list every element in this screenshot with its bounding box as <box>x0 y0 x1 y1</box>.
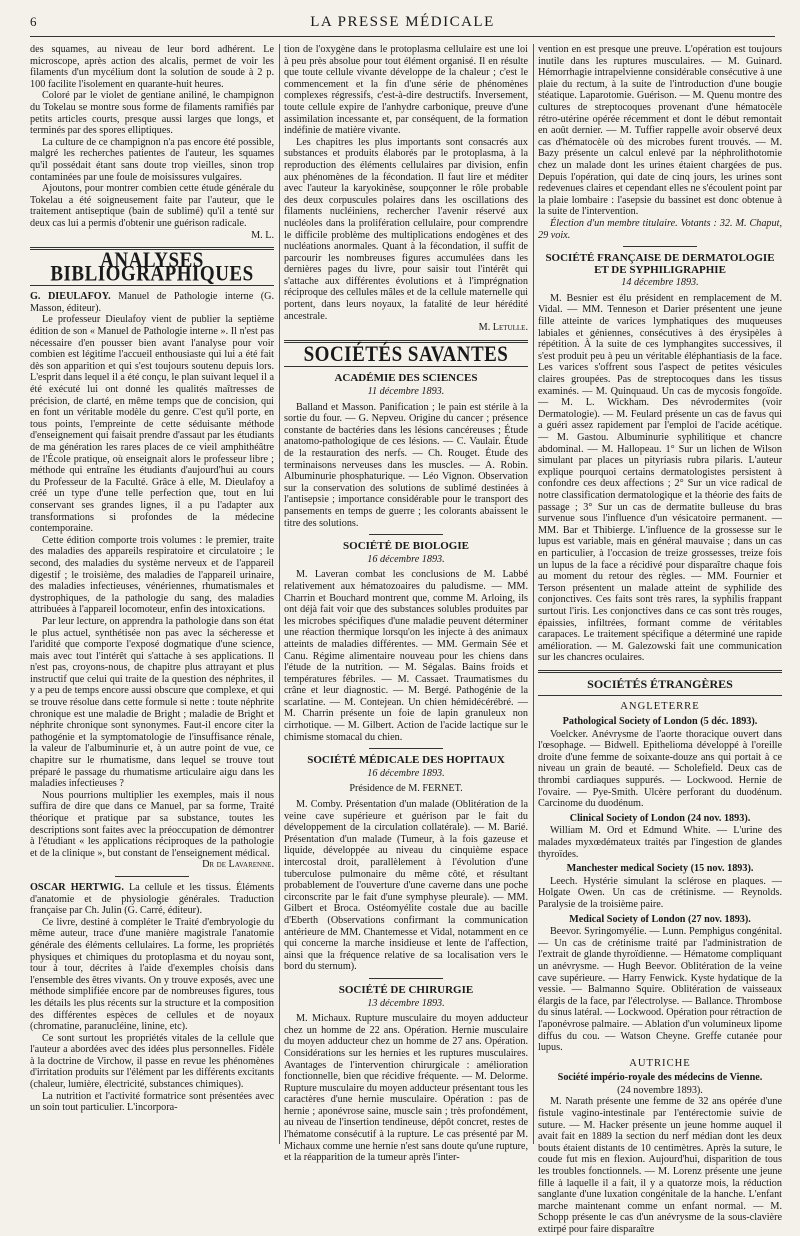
review-heading <box>30 291 274 314</box>
divider <box>369 978 442 979</box>
society-date: 16 décembre 1893. <box>367 553 445 565</box>
review-title: La cellule et les tissus. Éléments d'anatomie et de physiologie générales. Traduction française par Ch. Julin (G. Carré, éditeur). <box>30 881 274 917</box>
paragraph: Élection d'un membre titulaire. Votants : 32. M. Chaput, 29 voix. <box>538 217 782 241</box>
paragraph: La culture de ce champignon n'a pas encore été possible, malgré les recherches patientes de l'auteur, les squames qu'il possédait étant sans doute trop vieilles, sinon trop contaminées par une foule de moisissures vulgaires. <box>30 136 274 183</box>
section-rule <box>284 366 528 367</box>
society-date: 13 décembre 1893. <box>367 997 445 1009</box>
signature: M. L. <box>251 229 274 241</box>
paragraph: Ce sont surtout les propriétés vitales de la cellule que l'auteur a abordées avec des idées plus personnelles. Fidèle à la doctrine de Virchow, il passe en revue les phénomènes d'irritation produits sur l'élément par les différents excitants (chaleur, lumière, électricité, substances chimiques). <box>30 1032 274 1091</box>
paragraph: M. Laveran combat les conclusions de M. Labbé relativement aux hématozoaires du paludisme. — MM. Charrin et Bouchard montrent que, comme M. Arloing, ils ont déjà fait voir que des substances solubles produites par les microbes spécifiques d'une maladie peuvent déterminer une réaction thermique lorsqu'on les injecte à des animaux atteints de maladies différentes. — MM. Germain Sée et Canu. Régime alimentaire nouveau pour les chiens dans l'étude de la nutrition. — M. Ségalas. Bains froids et températures fébriles. — M. Cassaet. Traumatismes du crâne et leur diagnostic. — M. Bergé. Pathogénie de la scarlatine. — M. Contejean. Un chien hémidécérébré. — M. Charrin présente un foie de lapin granuleux non cirrhotique. — M. Gilbert. Action de l'acide lactique sur le chimisme stomacal du chien. <box>284 569 528 743</box>
paragraph: M. Comby. Présentation d'un malade (Oblitération de la veine cave supérieure et guérison par le fait du développement de la circulation collatérale). — M. Barié. Présentation d'un malade (Tumeur, à la fois gazeuse et liquide, développée au niveau du cinquième espace intercostal droit, parallèlement à l'évolution d'une tuberculose pulmonaire du même côté, et résultant probablement de l'ouverture d'une caverne dans une poche circonscrite par le fait d'une symphyse pleurale). — MM. Gilbert et Broca. Ostéomyélite costale due au bacille d'Eberth (Observations confirmant la communication antérieure de MM. Chantemesse et Vidal, notamment en ce qui concerne la marche insidieuse et lente de l'affection, ainsi que la fréquence relative de sa localisation vers le bord du sternum). <box>284 799 528 973</box>
divider <box>369 748 442 749</box>
section-rule <box>538 695 782 696</box>
paragraph: M. Besnier est élu président en remplacement de M. Vidal. — MM. Tenneson et Darier présentent une jeune fille atteinte de varices lymphatiques des muqueuses labiales et géniennes, consécutives à des érysipèles à répétition. À la suite de ces lymphangites successives, il s'est produit peu à peu un véritable éléphantiasis de la face. Les varices s'offrent sous l'aspect de petites vésicules claires groupées. Pas de streptocoques dans les tissus examinés. — M. Quinquaud. Un cas de mycosis fongoïde. — M. L. Wickham. Des névrodermites (voir Dermatologie). — M. Feulard présente un cas de favus qui a guéri assez rapidement par l'emploi de l'acide acétique. — M. Gastou. Albuminurie syphilitique et chancre abdominal. — M. Hallopeau. 1° Sur un lichen de Wilson simulant par places un pityriasis rubra pilaris. L'auteur explique pourquoi certains dermatologistes persistent à confondre ces deux affections ; 2° Sur un vice radical de notre classification dermatologique et la théorie des faits de passage ; 3° Sur un cas de dermatite bulleuse du bras survenue sous l'influence d'un vésicatoire permanent. — MM. Bar et Thibierge. L'influence de la grossesse sur le lupus est variable, mais en général mauvaise ; dans un cas en particulier, à l'occasion de treize grossesses, treize fois un lupus de la face a récidivé pour disparaître chaque fois au moment du retour des règles. — MM. Fournier et Terson présentent un malade atteint de syphilide des conjonctives. Ces faits sont très rares, la syphilis frappant surtout l'iris. Les conjonctives dans ce cas sont très rouges, épaissies, infiltrées, formant comme de véritables carapaces. Le traitement spécifique a déterminé une rapide amélioration. — M. Galezowski fait une communication sur les chancres oculaires. <box>538 292 782 664</box>
paragraph: Ce livre, destiné à compléter le Traité d'embryologie du même auteur, trace d'une manière magistrale l'anatomie générale des éléments cellulaires. La forme, les propriétés physiques et chimiques du protoplasma et du noyau sont, tour à tour, décrites à l'aide d'exemples choisis dans l'ensemble des êtres vivants. On y trouve exposés, avec une méthode simplifiée encore par de nombreuses figures, tous les détails les plus récents sur la structure et la composition des différentes espèces de cellules et de noyaux (chromatine, paranucléine, linine, etc). <box>30 916 274 1033</box>
review-author: G. DIEULAFOY. <box>30 291 111 303</box>
presidency: Présidence de M. FERNET. <box>349 783 463 795</box>
review-title: Manuel de Pathologie interne (G. Masson, éditeur). <box>30 291 274 314</box>
paragraph: des squames, au niveau de leur bord adhérent. Le microscope, après action des alcalis, permet de voir les filaments d'un mycélium dont la solution de soude à 2 p. 100 facilite l'isolement en quarante-huit heures. <box>30 44 274 90</box>
paragraph: Par leur lecture, on apprendra la pathologie dans son état le plus actuel, synthétisée non pas avec la sécheresse et l'aridité que comporte l'exposé dogmatique d'une science, mais avec tout l'intérêt qui s'attache à ses applications. Il n'est pas, croyons-nous, de chapitre plus attrayant et plus instructif que celui qui traite de la question des néphrites, il y a peu de temps encore aussi obscure que complexe, et qui se trouve résolue dans cette formule si nette : toute néphrite chronique est une maladie de Bright ; maladie de Bright et néphrite chronique sont synonymes. Faut-il encore citer la pathogénie et la symptomatologie de l'insuffisance rénale, la valeur de l'albuminurie et, à un autre point de vue, ce chapitre sur le rhumatisme, dans lequel se trouve tout préparé le passage du rhumatisme articulaire aigu dans les maladies infectieuses ? <box>30 615 274 790</box>
country-heading: ANGLETERRE <box>620 701 700 713</box>
column-1 <box>30 44 274 1144</box>
column-rule-1 <box>279 44 280 1144</box>
society-title: Société império-royale des médecins de Vienne. <box>557 1072 763 1084</box>
society-title: Pathological Society of London (5 déc. 1893). <box>562 716 758 728</box>
signature: Dr de Lavarenne. <box>202 859 274 871</box>
paragraph: tion de l'oxygène dans le protoplasma cellulaire est une loi à peu près absolue pour tout élément organisé. Il en résulte que toute cellule vivante développe de la chaleur ; c'est le commencement et la fin d'une série de phénomènes complexes régressifs, c'est-à-dire destructifs. Inversement, toute cellule expire de l'anhydre carbonique, preuve d'une assimilation incessante et, par conséquent, de la formation indéfinie de matière vivante. <box>284 44 528 137</box>
paragraph: Balland et Masson. Panification ; le pain est stérile à la sortie du four. — G. Nepveu. Origine du cancer ; présence constante de bactéries dans les lésions cancéreuses ; Étude anatomo-pathologique de ces lésions. — C. Vaulair. Étude de la restauration des nerfs. — Ch. Rouget. Étude des terminaisons nerveuses dans les muscles. — A. Robin. Albuminurie phosphaturique. — Léo Vignon. Observation sur la conservation des solutions de sublimé destinées à l'antisepsie ; importance considérable pour le transport des pansements en temps de guerre ; les colorants abaissent le titre des solutions. <box>284 401 528 529</box>
section-rule <box>538 670 782 673</box>
section-heading: SOCIÉTÉS SAVANTES <box>303 342 509 367</box>
paragraph: William M. Ord et Edmund White. — L'urine des malades myxœdémateux traités par l'ingestion de glandes thyroïdes. <box>538 825 782 860</box>
running-header <box>30 14 775 32</box>
country-heading: AUTRICHE <box>629 1057 691 1069</box>
divider <box>369 534 442 535</box>
paragraph: M. Narath présente une femme de 32 ans opérée d'une fistule vagino-intestinale par l'entérectomie suivie de suture. — M. Hacker présente un jeune homme auquel il avait fait en 1889 la section du nerf médian dont les deux bouts étaient distants de 10 centimètres. Après la suture, le coude fut mis en flexion. Aujourd'hui, disparition de tous les troubles fonctionnels. — M. Lorenz présente une jeune fille à laquelle il a fait, il y a quatorze mois, la réduction sanglante d'une luxation congénitale de la hanche. L'enfant marche maintenant comme un enfant normal. — M. Schopp présente le cas d'un anévrysme de la sous-clavière extirpé pour faire disparaître <box>538 1096 782 1235</box>
paragraph: Voelcker. Anévrysme de l'aorte thoracique ouvert dans l'œsophage. — Bidwell. Epithelioma développé à l'oreille droite d'une femme de soixante-douze ans qui portait à ce niveau un grain de beauté. — Scholefield. Deux cas de thrombi cardiaques suppurés. — Lockwood. Hernie de l'ovaire. — Pye-Smith. Ulcère perforant du duodénum. Carcinome du duodénum. <box>538 728 782 810</box>
column-3 <box>538 44 782 1235</box>
society-title: Clinical Society of London (24 nov. 1893). <box>569 812 751 824</box>
page-number: 6 <box>30 14 37 29</box>
paragraph: Coloré par le violet de gentiane aniliné, le champignon du Tokelau se montre sous forme de filaments ramifiés par petits articles courts, presque aussi larges que longs, et terminés par des spores elliptiques. <box>30 90 274 137</box>
society-title: SOCIÉTÉ DE BIOLOGIE <box>343 540 469 553</box>
society-date: 11 décembre 1893. <box>367 386 445 398</box>
society-title: Manchester medical Society (15 nov. 1893). <box>566 863 754 875</box>
paragraph: Cette édition comporte trois volumes : le premier, traite des maladies des appareils respiratoire et circulatoire ; le second, des maladies du système nerveux et de l'appareil digestif ; le troisième, des maladies de l'appareil urinaire, des maladies infectieuses, vénériennes, rhumatismales et dystrophiques, de la pathologie du sang, des maladies attribuées à l'appareil locomoteur, enfin des intoxications. <box>30 534 274 616</box>
review-heading <box>30 882 274 917</box>
section-heading: ANALYSES BIBLIOGRAPHIQUES <box>50 248 254 287</box>
header-rule <box>30 36 775 37</box>
paragraph: Ajoutons, pour montrer combien cette étude générale du Tokelau a été soigneusement faite par l'auteur, que le traitement antiseptique (bain de sublimé) qu'il a tenté sur deux cas lui a permis d'obtenir une guérison radicale. <box>30 183 274 229</box>
paragraph: Le professeur Dieulafoy vient de publier la septième édition de son « Manuel de Pathologie interne ». Il n'est pas nécessaire d'en pousser bien avant l'analyse pour voir combien est légitime l'accueil enthousiaste qui lui a été fait dès son apparition et qui s'est toujours soutenu depuis lors. L'esprit dans lequel il a été conçu, le plan suivant lequel il a été exécuté lui ont donné les qualités maîtresses de précision, de clarté, en même temps que de concision, qui en font un véritable modèle du genre. C'est qu'il porte, en tous points, l'empreinte de cette séduisante méthode d'enseignement qui faisait prendre d'assaut par les étudiants de ma génération les rares places de ce vieil amphithéâtre de l'École pratique, où enseignait alors le professeur libre ; méthode qui entraîne les étudiants d'aujourd'hui au cours du Professeur de la Faculté. Grâce à elle, M. Dieulafoy a créé un type d'une telle perfection que, tout en lui conservant ses grandes lignes, il a pu l'adapter aux transformations si profondes de la médecine contemporaine. <box>30 314 274 535</box>
divider <box>623 246 696 247</box>
society-date: (24 novembre 1893). <box>617 1084 703 1096</box>
column-2 <box>284 44 528 1164</box>
paragraph: vention en est presque une preuve. L'opération est toujours inutile dans les ruptures musculaires. — M. Guinard. Hémorrhagie intrapelvienne considérable consécutive à une plaie du rectum, à la suite de l'introduction d'une bougie stéatique. Laparotomie. Guérison. — M. Quenu montre des cultures de streptocoques provenant d'une hématocèle rétro-utérine opérée récemment et dont le début remontait en août dernier. — M. Tuffier rappelle avoir observé deux cas d'hématocèle où des microbes furent trouvés. — M. Bazy présente un calcul enlevé par la néphrolithotomie chez un malade dont les urines étaient chargées de pus. Depuis l'opération, qui date de cinq jours, les urines sont redevenues claires et cependant elles ne s'écoulent point par la plaie lombaire : l'asepsie du bassinet est donc obtenue à la suite de l'intervention. <box>538 44 782 218</box>
column-rule-2 <box>533 44 534 1144</box>
society-title: ACADÉMIE DES SCIENCES <box>334 372 478 385</box>
paragraph: M. Michaux. Rupture musculaire du moyen adducteur chez un homme de 22 ans. Opération. Hernie musculaire du moyen adducteur chez un homme de 27 ans. Opération. Considérations sur les hernies et les ruptures musculaires. Avantages de l'intervention chirurgicale : amélioration fonctionnelle, bien que récidive fréquente. — M. Delorme. Rupture musculaire du moyen adducteur présentant tous les caractères d'une hernie musculaire. Opération : pas de hernie ; aponévrose saine, muscle sain ; très profondément, au niveau de l'insertion tendineuse, dépôt concret, restes de l'hématome consécutif à la rupture. Le cas présenté par M. Michaux comme une hernie n'est sans doute qu'une rupture, et la réapparition de la tumeur après l'inter- <box>284 1013 528 1164</box>
paragraph: Beevor. Syringomyélie. — Lunn. Pemphigus congénital. — Un cas de crétinisme traité par l'administration de l'extrait de glande thyroïdienne. — Hématome compliquant un anévrysme. — Hugh Beevor. Oblitération de la veine cave supérieure. — Harry Fenwick. Kyste hydatique de la vessie. — Balmanno Squire. Oblitération de vaisseaux élargis de la face, par l'électrolyse. — Ballance. Thrombose du sinus latéral. — Lockwood. Opération pour rétraction de l'aponévrose palmaire. — Ablation d'un volumineux lipome diffus du cou. — Watson Cheyne. Greffe cutanée pour lupus. <box>538 926 782 1054</box>
society-date: 16 décembre 1893. <box>367 767 445 779</box>
review-author: OSCAR HERTWIG. <box>30 881 124 893</box>
paragraph: La nutrition et l'activité formatrice sont présentées avec un soin tout particulier. L'incorpora- <box>30 1090 274 1114</box>
society-date: 14 décembre 1893. <box>621 277 699 289</box>
signature: M. Letulle. <box>478 322 528 334</box>
society-title: Medical Society of London (27 nov. 1893). <box>569 913 751 925</box>
journal-title: LA PRESSE MÉDICALE <box>310 14 495 30</box>
society-title: SOCIÉTÉ MÉDICALE DES HOPITAUX <box>307 754 505 767</box>
divider <box>115 876 188 877</box>
society-title: SOCIÉTÉ FRANÇAISE DE DERMATOLOGIE ET DE SYPHILIGRAPHIE <box>545 252 775 276</box>
paragraph: Les chapitres les plus importants sont consacrés aux substances et produits élaborés par le protoplasma, à la reproduction des éléments cellulaires par division, enfin aux phénomènes de la fécondation. Il faut lire et méditer avec l'auteur la karyokinèse, soupçonner le rôle probable des deux corpuscules polaires dans les oscillations des filaments nucléiniens, rechercher l'avenir réservé aux nucléoles dans la prolifération cellulaire, pour comprendre le difficile problème des multiplications endogènes et des nucléations anormales. Quant à la fécondation, il suffit de parcourir les nombreuses figures accumulées dans les dernières pages du livre, pour saisir tout l'intérêt qui s'attache aux différentes évolutions et à l'imprégnation réciproque des cellules mâles et de la cellule maternelle qui portent, dans leurs noyaux, la fatalité de leur hérédité ancestrale. <box>284 136 528 322</box>
society-title: SOCIÉTÉ DE CHIRURGIE <box>338 983 474 996</box>
section-heading: SOCIÉTÉS ÉTRANGÈRES <box>587 676 733 691</box>
paragraph: Nous pourrions multiplier les exemples, mais il nous suffira de dire que dans ce Manuel, par sa forme, Traité théorique et pratique par sa substance, toutes les descriptions sont faites avec la préoccupation de démontrer à l'étudiant « les applications réciproques de la pathologie et de la clinique », but constant de l'enseignement médical. <box>30 789 274 859</box>
paragraph: Leech. Hystérie simulant la sclérose en plaques. — Holgate Owen. Un cas de crétinisme. — Reynolds. Paralysie de la troisième paire. <box>538 875 782 910</box>
